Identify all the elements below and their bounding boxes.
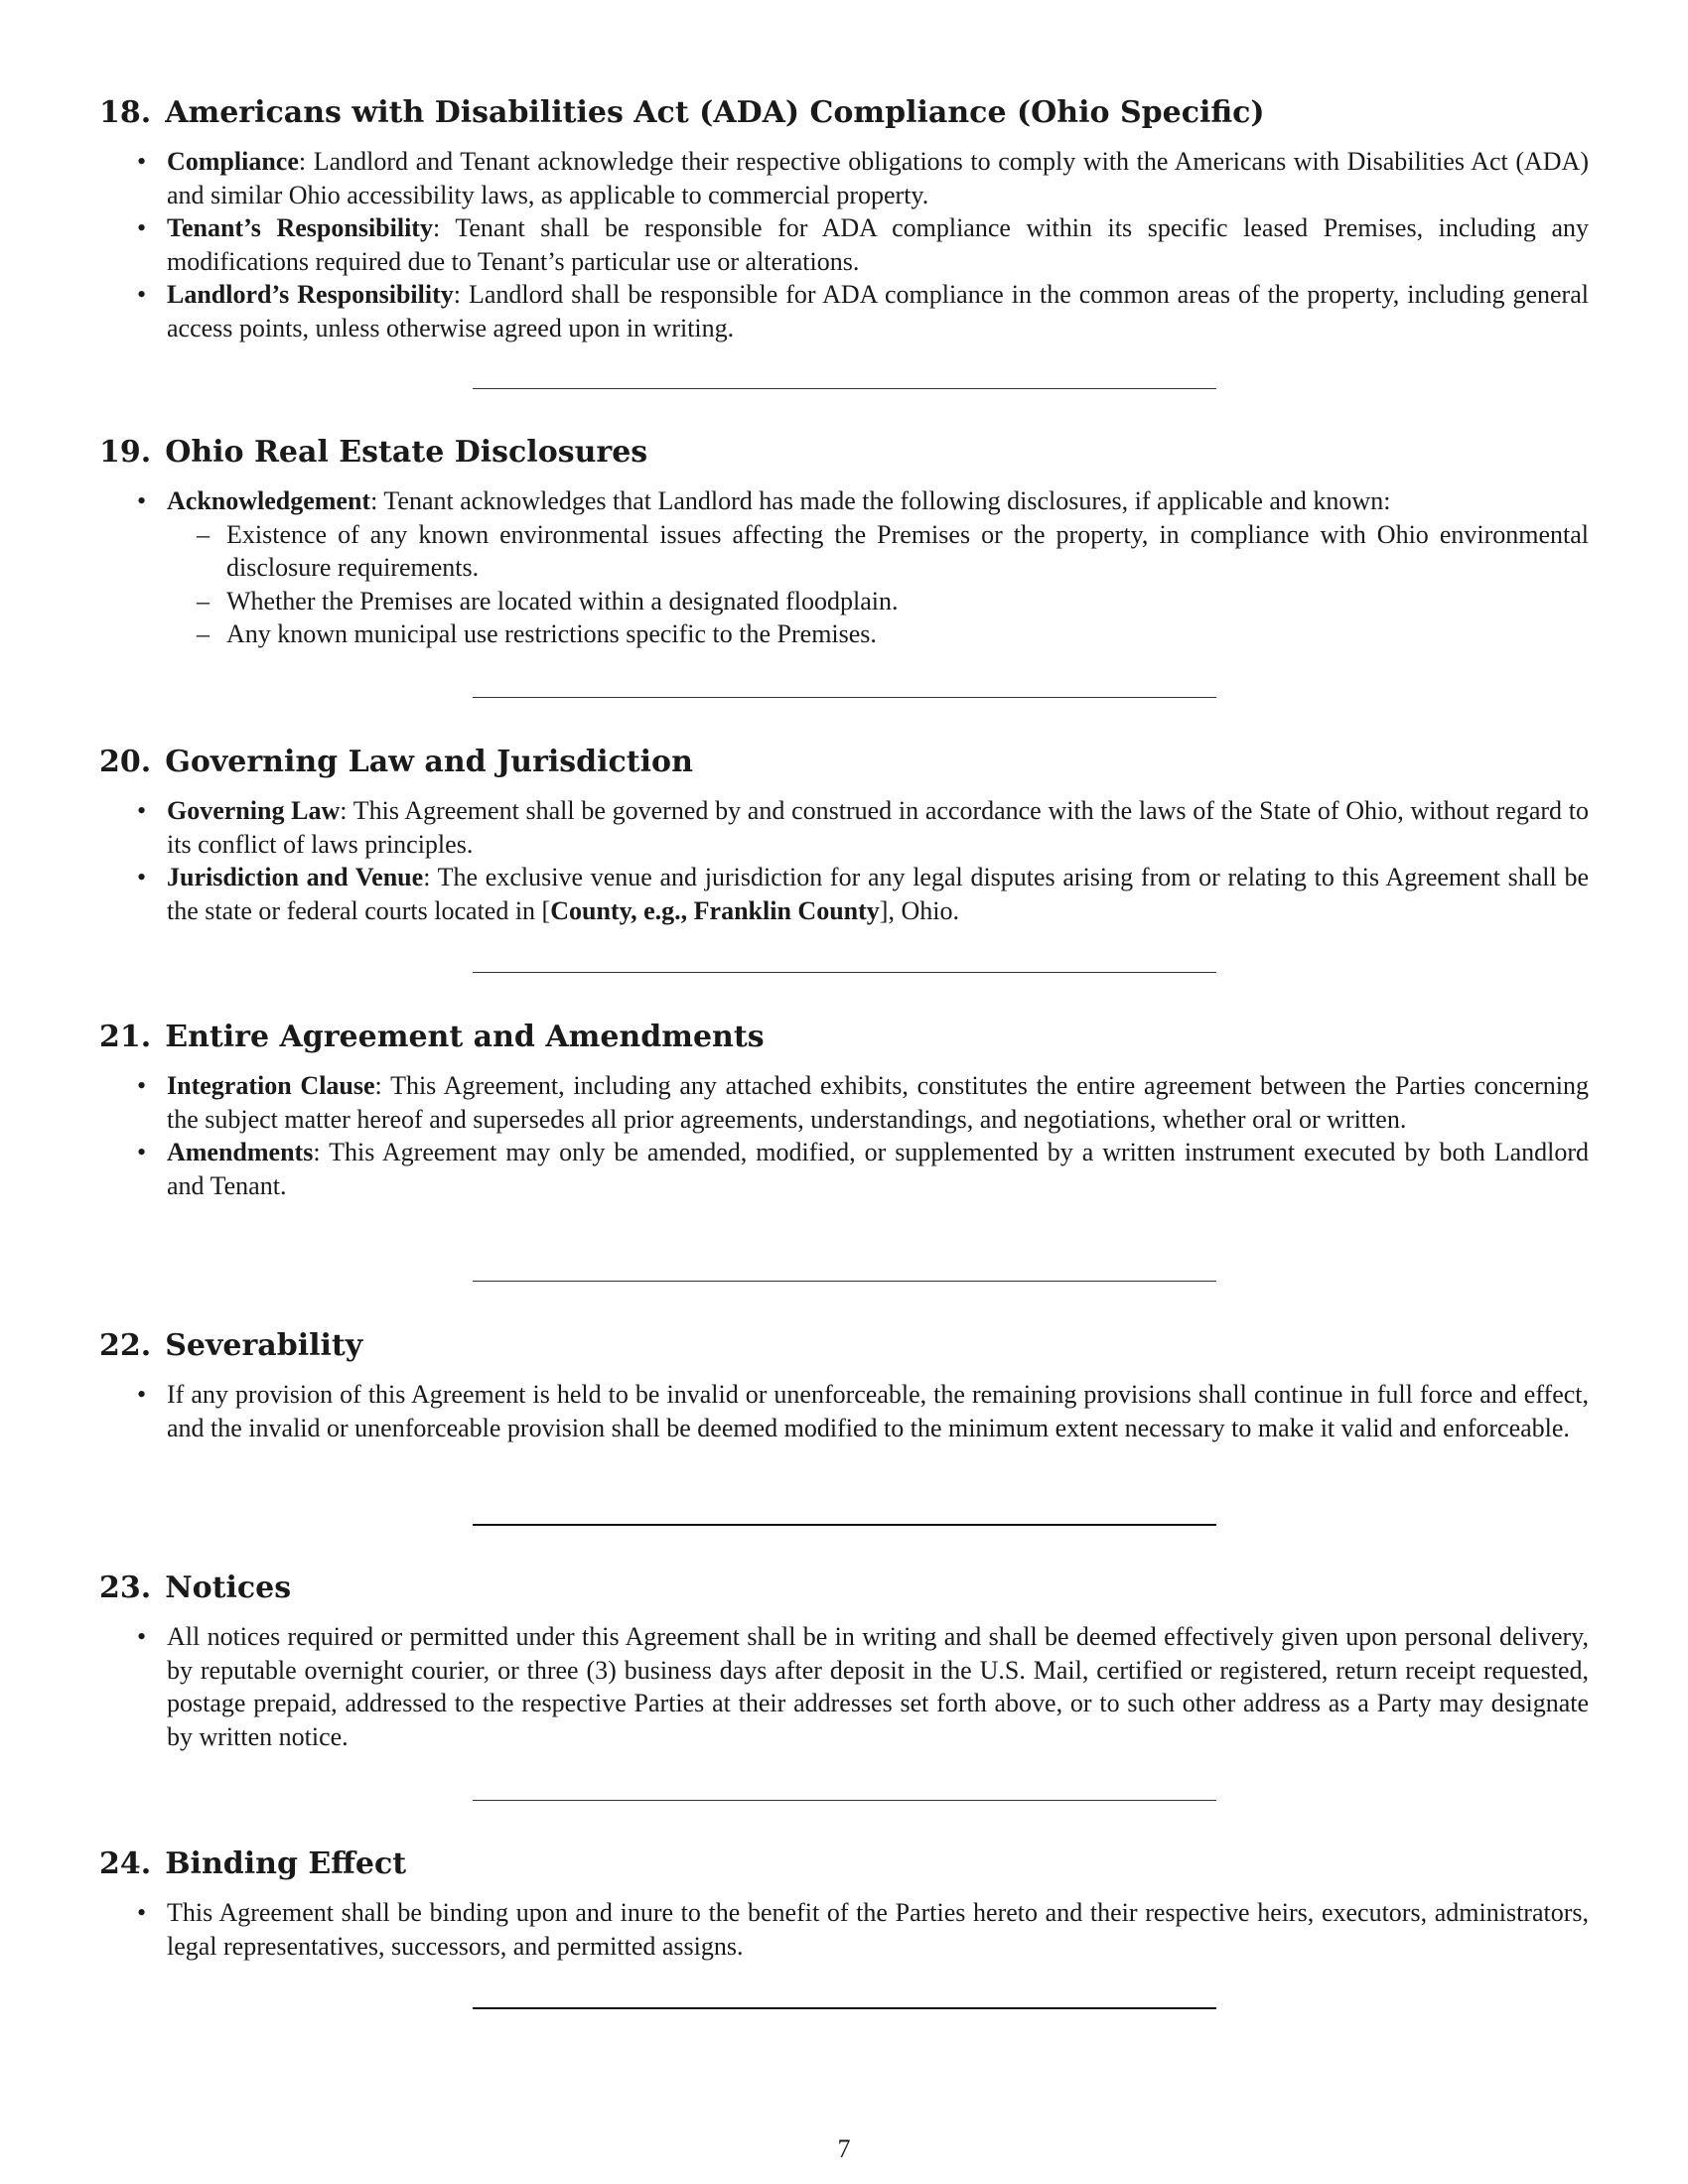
section-divider	[473, 697, 1216, 698]
section-heading	[99, 1846, 1589, 1882]
item-text: This Agreement shall be governed by and construed in accordance with the laws of the State of Ohio, without regard to its conflict of laws principles.	[167, 796, 1589, 859]
dash-icon: –	[197, 519, 210, 549]
item-term: Landlord’s Responsibility	[167, 280, 454, 309]
bullet-list	[99, 1896, 1589, 1963]
item-text: Tenant acknowledges that Landlord has made the following disclosures, if applicable and known:	[383, 486, 1391, 515]
section-divider	[473, 388, 1216, 389]
list-item: • Compliance: Landlord and Tenant acknowledge their respective obligations to comply with the Americans with Disabilities Act (ADA) and similar Ohio accessibility laws, as applicable to commercial property.	[137, 147, 1589, 209]
section-number: 20.	[99, 745, 152, 779]
list-item: • Tenant’s Responsibility: Tenant shall be responsible for ADA compliance within its specific leased Premises, including any modifications required due to Tenant’s particular use or alterations.	[137, 213, 1590, 276]
bullet-icon: •	[137, 1138, 147, 1166]
section-number: 21.	[99, 1020, 152, 1054]
section-number: 19.	[99, 435, 152, 470]
bullet-list	[99, 1620, 1589, 1753]
section-number: 24.	[99, 1846, 152, 1881]
item-term: Governing Law	[167, 796, 341, 825]
section-divider	[473, 1524, 1216, 1526]
item-text: Tenant shall be responsible for ADA compliance within its specific leased Premises, including any modifications required due to Tenant’s particular use or alterations.	[167, 213, 1590, 276]
bullet-list	[99, 1069, 1589, 1202]
section-23	[99, 1570, 1589, 1753]
dash-icon: –	[197, 619, 210, 648]
section-number: 22.	[99, 1328, 152, 1363]
section-title: Notices	[165, 1570, 292, 1605]
section-24	[99, 1846, 1589, 1963]
section-number: 18.	[99, 95, 152, 130]
section-title: Governing Law and Jurisdiction	[165, 745, 693, 779]
section-heading	[99, 745, 1589, 780]
item-text: Landlord and Tenant acknowledge their respective obligations to comply with the Americans with Disabilities Act (ADA) and similar Ohio accessibility laws, as applicable to commercial property.	[167, 147, 1589, 209]
bullet-icon: •	[137, 1622, 147, 1651]
section-heading	[99, 1570, 1589, 1606]
section-title: Americans with Disabilities Act (ADA) Compliance (Ohio Specific)	[165, 95, 1265, 130]
section-title: Entire Agreement and Amendments	[165, 1020, 765, 1054]
section-heading	[99, 95, 1589, 131]
section-title: Severability	[165, 1328, 363, 1363]
section-divider	[473, 2007, 1216, 2009]
item-term: Jurisdiction and Venue	[167, 863, 424, 891]
section-title: Ohio Real Estate Disclosures	[165, 435, 648, 470]
item-term: Compliance	[167, 147, 299, 176]
section-22	[99, 1328, 1589, 1444]
bullet-icon: •	[137, 1380, 147, 1409]
section-heading	[99, 435, 1589, 471]
list-item: • Acknowledgement: Tenant acknowledges that Landlord has made the following disclosures, if applicable and known: – Existence of any known environmental issues affecting the Premises or the property, in compliance with Ohio environmental disclosure requirements. – Whether the Premises are located within a designated floodplain. – Any known municipal use restrictions specific to the Premises.	[99, 484, 1589, 651]
item-text: If any provision of this Agreement is held to be invalid or unenforceable, the remaining provisions shall continue in full force and effect, and the invalid or unenforceable provision shall be deemed modified to the minimum extent necessary to make it valid and enforceable.	[167, 1380, 1589, 1442]
sub-list-item: – Whether the Premises are located within a designated floodplain.	[167, 585, 1589, 618]
item-text: This Agreement shall be binding upon and inure to the benefit of the Parties hereto and their respective heirs, executors, administrators, legal representatives, successors, and permitted assigns.	[167, 1898, 1589, 1961]
bullet-icon: •	[137, 796, 147, 825]
bullet-list	[99, 145, 1589, 344]
item-term: Integration Clause	[167, 1071, 375, 1100]
bullet-icon: •	[137, 147, 147, 176]
list-item: • Amendments: This Agreement may only be amended, modified, or supplemented by a written instrument executed by both Landlord and Tenant.	[137, 1138, 1590, 1200]
list-item: • Landlord’s Responsibility: Landlord shall be responsible for ADA compliance in the common areas of the property, including general access points, unless otherwise agreed upon in writing.	[137, 280, 1589, 342]
item-term: Amendments	[167, 1138, 314, 1166]
bullet-icon: •	[137, 486, 147, 515]
section-divider	[473, 1800, 1216, 1801]
section-divider	[473, 1281, 1216, 1282]
section-number: 23.	[99, 1570, 152, 1605]
bullet-icon: •	[137, 1898, 147, 1927]
list-item	[99, 1378, 1589, 1444]
section-21	[99, 1020, 1589, 1202]
bullet-icon: •	[137, 280, 147, 309]
bullet-icon: •	[137, 213, 147, 242]
bullet-list	[99, 794, 1589, 927]
section-18	[99, 95, 1589, 344]
dash-icon: –	[197, 586, 210, 615]
section-divider	[473, 972, 1216, 973]
section-19	[99, 435, 1589, 651]
sub-list	[167, 518, 1589, 651]
item-term: Acknowledgement	[167, 486, 371, 515]
list-item: • Jurisdiction and Venue: The exclusive venue and jurisdiction for any legal disputes arising from or relating to this Agreement shall be the state or federal courts located in [County, e.g., Franklin County], Ohio.	[137, 863, 1589, 925]
item-text: The exclusive venue and jurisdiction for any legal disputes arising from or relating to this Agreement shall be the state or federal courts located in [	[167, 863, 1589, 925]
sub-list-item: – Any known municipal use restrictions specific to the Premises.	[167, 617, 1589, 651]
bullet-icon: •	[137, 863, 147, 891]
item-text: This Agreement may only be amended, modified, or supplemented by a written instrument executed by both Landlord and Tenant.	[167, 1138, 1590, 1200]
item-term: Tenant’s Responsibility	[167, 213, 433, 242]
item-text: This Agreement, including any attached exhibits, constitutes the entire agreement between the Parties concerning the subject matter hereof and supersedes all prior agreements, understandings, and negotiations, whether oral or written.	[167, 1071, 1589, 1134]
section-20	[99, 745, 1589, 927]
bullet-list	[99, 484, 1589, 651]
list-item	[99, 1620, 1589, 1753]
item-text: All notices required or permitted under this Agreement shall be in writing and shall be deemed effectively given upon personal delivery, by reputable overnight courier, or three (3) business days after deposit in the U.S. Mail, certified or registered, return receipt requested, postage prepaid, addressed to the respective Parties at their addresses set forth above, or to such other address as a Party may designate by written notice.	[167, 1622, 1589, 1751]
list-item	[99, 1896, 1589, 1963]
section-heading	[99, 1020, 1589, 1055]
page-number: 7	[837, 2134, 851, 2163]
placeholder-field: County, e.g., Franklin County	[550, 895, 880, 925]
item-text: Landlord shall be responsible for ADA compliance in the common areas of the property, including general access points, unless otherwise agreed upon in writing.	[167, 280, 1589, 342]
bullet-list	[99, 1378, 1589, 1444]
list-item: • Governing Law: This Agreement shall be governed by and construed in accordance with the laws of the State of Ohio, without regard to its conflict of laws principles.	[137, 796, 1589, 859]
section-title: Binding Effect	[165, 1846, 407, 1881]
list-item: • Integration Clause: This Agreement, including any attached exhibits, constitutes the entire agreement between the Parties concerning the subject matter hereof and supersedes all prior agreements, understandings, and negotiations, whether oral or written.	[137, 1071, 1589, 1134]
bullet-icon: •	[137, 1071, 147, 1100]
section-heading	[99, 1328, 1589, 1364]
sub-list-item: – Existence of any known environmental issues affecting the Premises or the property, in compliance with Ohio environmental disclosure requirements.	[197, 519, 1589, 582]
